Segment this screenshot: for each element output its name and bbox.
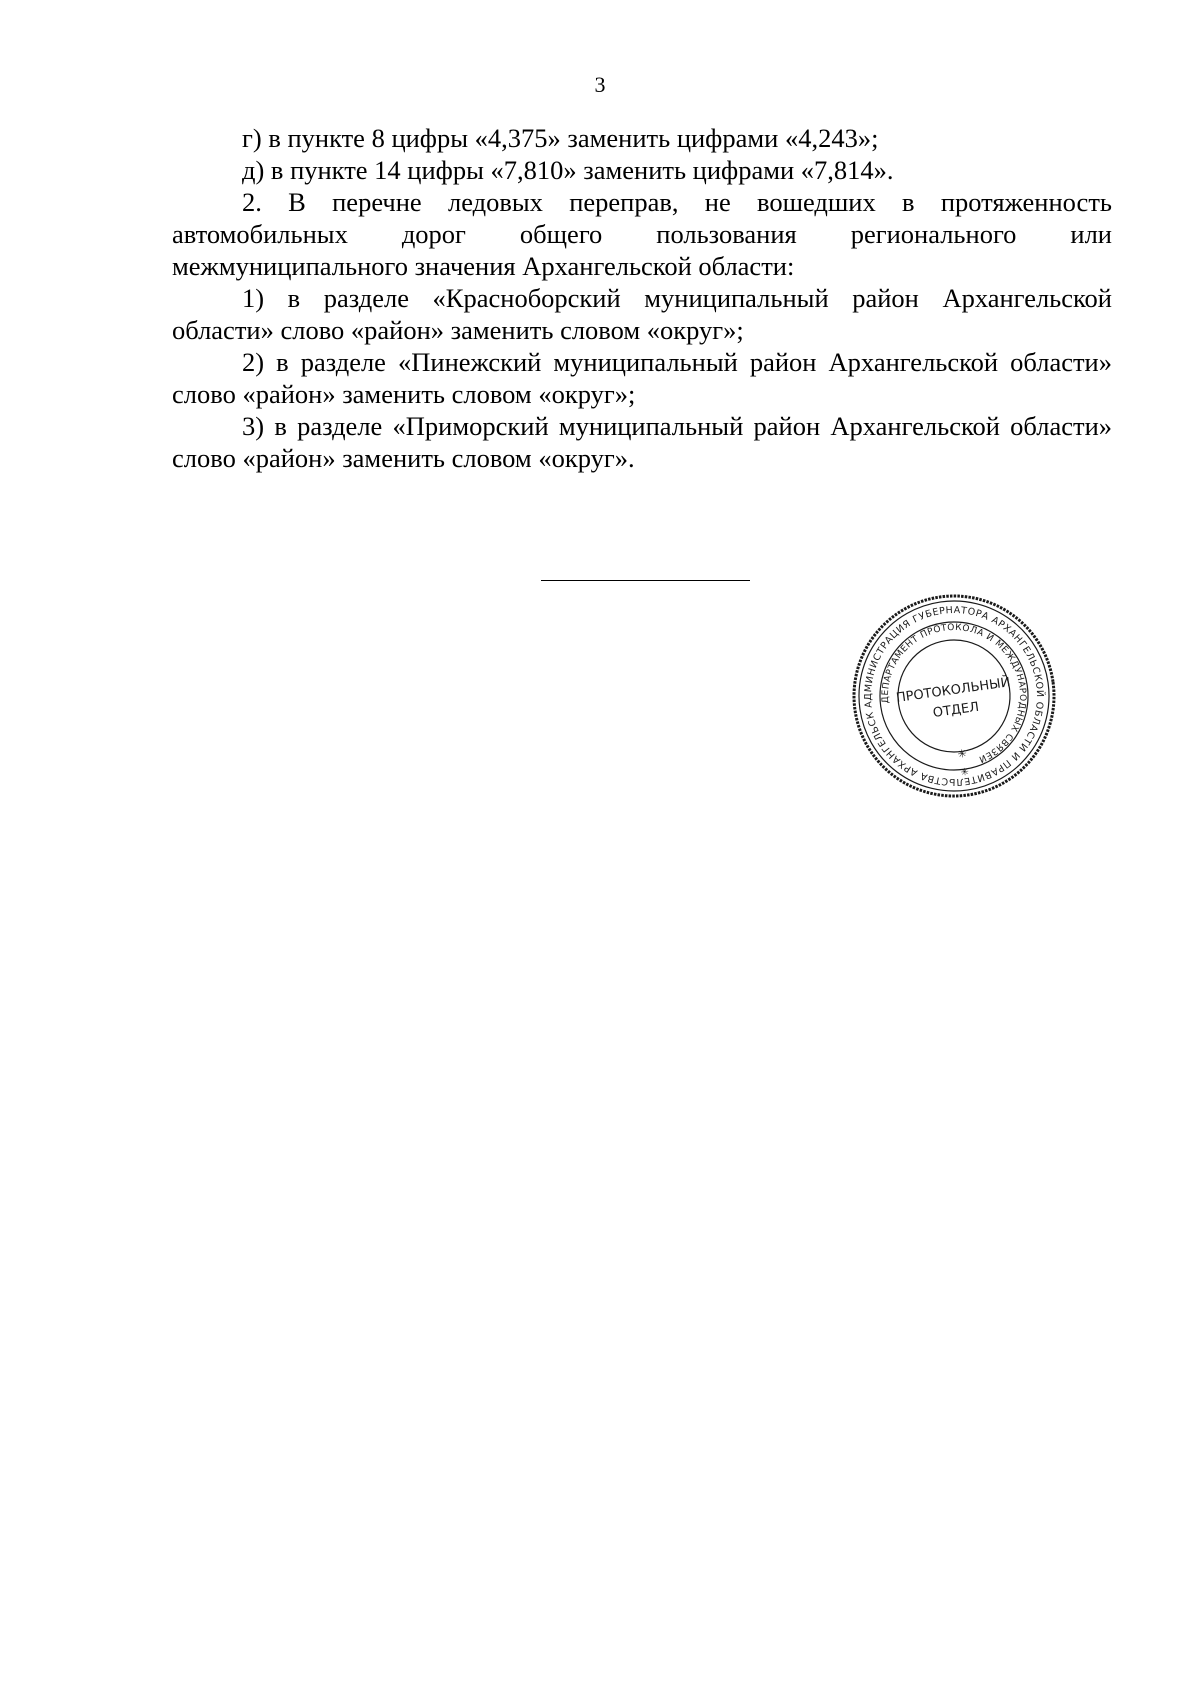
seal-inner-text: ДЕПАРТАМЕНТ ПРОТОКОЛА И МЕЖДУНАРОДНЫХ СВЯЗЕЙ	[880, 622, 1028, 764]
seal-outer-text: АДМИНИСТРАЦИЯ ГУБЕРНАТОРА АРХАНГЕЛЬСКОЙ ОБЛАСТИ И ПРАВИТЕЛЬСТВА АРХАНГЕЛЬСКОЙ	[862, 604, 1046, 788]
paragraph-item-g: г) в пункте 8 цифры «4,375» заменить цифрами «4,243»;	[242, 123, 879, 153]
page-number: 3	[594, 72, 606, 97]
official-seal-stamp	[848, 590, 1060, 802]
paragraph-subitem-2: 2) в разделе «Пинежский муниципальный район Архангельской области» слово «район» заменить словом «округ»;	[172, 347, 1112, 409]
paragraph-subitem-1: 1) в разделе «Красноборский муниципальный район Архангельской области» слово «район» заменить словом «округ»;	[172, 283, 1112, 345]
seal-star-icon: ✳	[956, 746, 968, 762]
seal-star-icon-lower: ✳	[959, 766, 970, 779]
seal-center-line2: ОТДЕЛ	[932, 699, 981, 722]
document-body	[172, 122, 1112, 474]
seal-center-line1: ПРОТОКОЛЬНЫЙ	[895, 675, 1012, 706]
seal-graphic	[848, 590, 1060, 802]
paragraph-item-d: д) в пункте 14 цифры «7,810» заменить цифрами «7,814».	[242, 155, 894, 185]
closing-separator-line	[541, 580, 750, 581]
paragraph-section-2: 2. В перечне ледовых переправ, не вошедших в протяженность автомобильных дорог общего пользования регионального или межмуниципального значения Архангельской области:	[172, 187, 1112, 281]
paragraph-subitem-3: 3) в разделе «Приморский муниципальный район Архангельской области» слово «район» заменить словом «округ».	[172, 411, 1112, 473]
